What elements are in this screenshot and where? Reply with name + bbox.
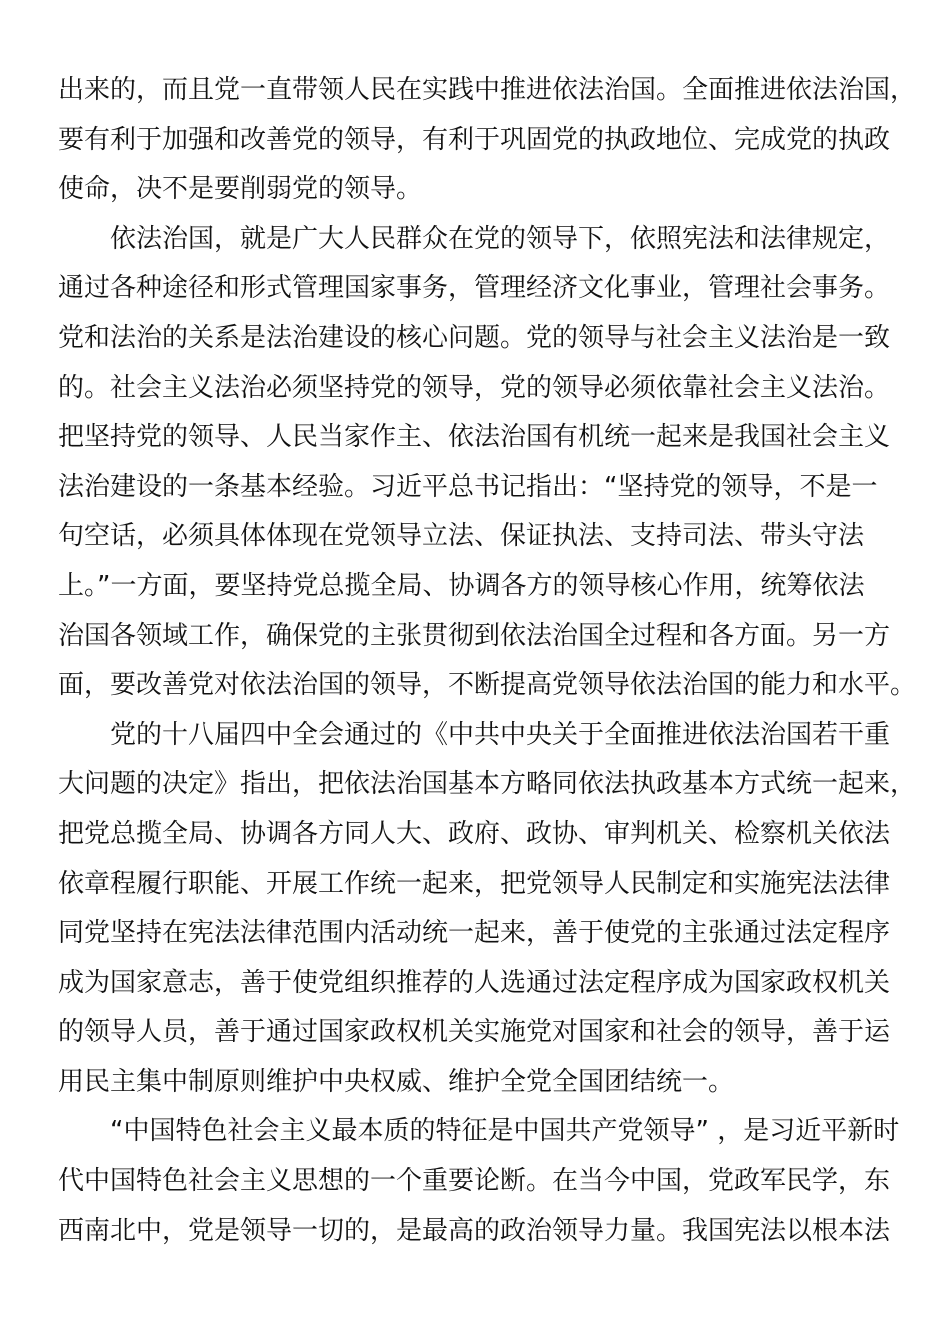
text-line: 治国各领域工作，确保党的主张贯彻到依法治国全过程和各方面。另一方 bbox=[58, 620, 891, 651]
text-line: 通过各种途径和形式管理国家事务，管理经济文化事业，管理社会事务。 bbox=[58, 273, 891, 304]
text-line: 句空话，必须具体体现在党领导立法、保证执法、支持司法、带头守法 bbox=[58, 521, 865, 552]
paragraph-start-line: 党的十八届四中全会通过的《中共中央关于全面推进依法治国若干重 bbox=[110, 719, 891, 750]
text-line: 法治建设的一条基本经验。习近平总书记指出：“坚持党的领导，不是一 bbox=[58, 471, 878, 502]
document-body bbox=[58, 66, 917, 1256]
text-line: 的。社会主义法治必须坚持党的领导，党的领导必须依靠社会主义法治。 bbox=[58, 372, 891, 403]
text-line: 依章程履行职能、开展工作统一起来，把党领导人民制定和实施宪法法律 bbox=[58, 868, 891, 899]
text-line: 要有利于加强和改善党的领导，有利于巩固党的执政地位、完成党的执政 bbox=[58, 124, 891, 155]
text-line: 把坚持党的领导、人民当家作主、依法治国有机统一起来是我国社会主义 bbox=[58, 422, 891, 453]
text-line: 把党总揽全局、协调各方同人大、政府、政协、审判机关、检察机关依法 bbox=[58, 818, 891, 849]
text-line: 使命，决不是要削弱党的领导。 bbox=[58, 174, 423, 205]
text-line: 面，要改善党对依法治国的领导，不断提高党领导依法治国的能力和水平。 bbox=[58, 670, 917, 701]
text-line: 上。”一方面，要坚持党总揽全局、协调各方的领导核心作用，统筹依法 bbox=[58, 570, 865, 601]
text-line: 西南北中，党是领导一切的，是最高的政治领导力量。我国宪法以根本法 bbox=[58, 1215, 891, 1246]
text-line: 用民主集中制原则维护中央权威、维护全党全国团结统一。 bbox=[58, 1066, 735, 1097]
text-line: 的领导人员，善于通过国家政权机关实施党对国家和社会的领导，善于运 bbox=[58, 1017, 891, 1048]
text-line: 代中国特色社会主义思想的一个重要论断。在当今中国，党政军民学，东 bbox=[58, 1166, 891, 1197]
paragraph-start-line: “中国特色社会主义最本质的特征是中国共产党领导” ，是习近平新时 bbox=[110, 1116, 900, 1147]
text-line: 同党坚持在宪法法律范围内活动统一起来，善于使党的主张通过法定程序 bbox=[58, 918, 891, 949]
text-line: 出来的，而且党一直带领人民在实践中推进依法治国。全面推进依法治国， bbox=[58, 75, 917, 105]
text-line: 党和法治的关系是法治建设的核心问题。党的领导与社会主义法治是一致 bbox=[58, 322, 891, 353]
text-line: 成为国家意志，善于使党组织推荐的人选通过法定程序成为国家政权机关 bbox=[58, 967, 891, 998]
paragraph-start-line: 依法治国，就是广大人民群众在党的领导下，依照宪法和法律规定， bbox=[110, 223, 891, 254]
text-line: 大问题的决定》指出，把依法治国基本方略同依法执政基本方式统一起来， bbox=[58, 769, 917, 800]
